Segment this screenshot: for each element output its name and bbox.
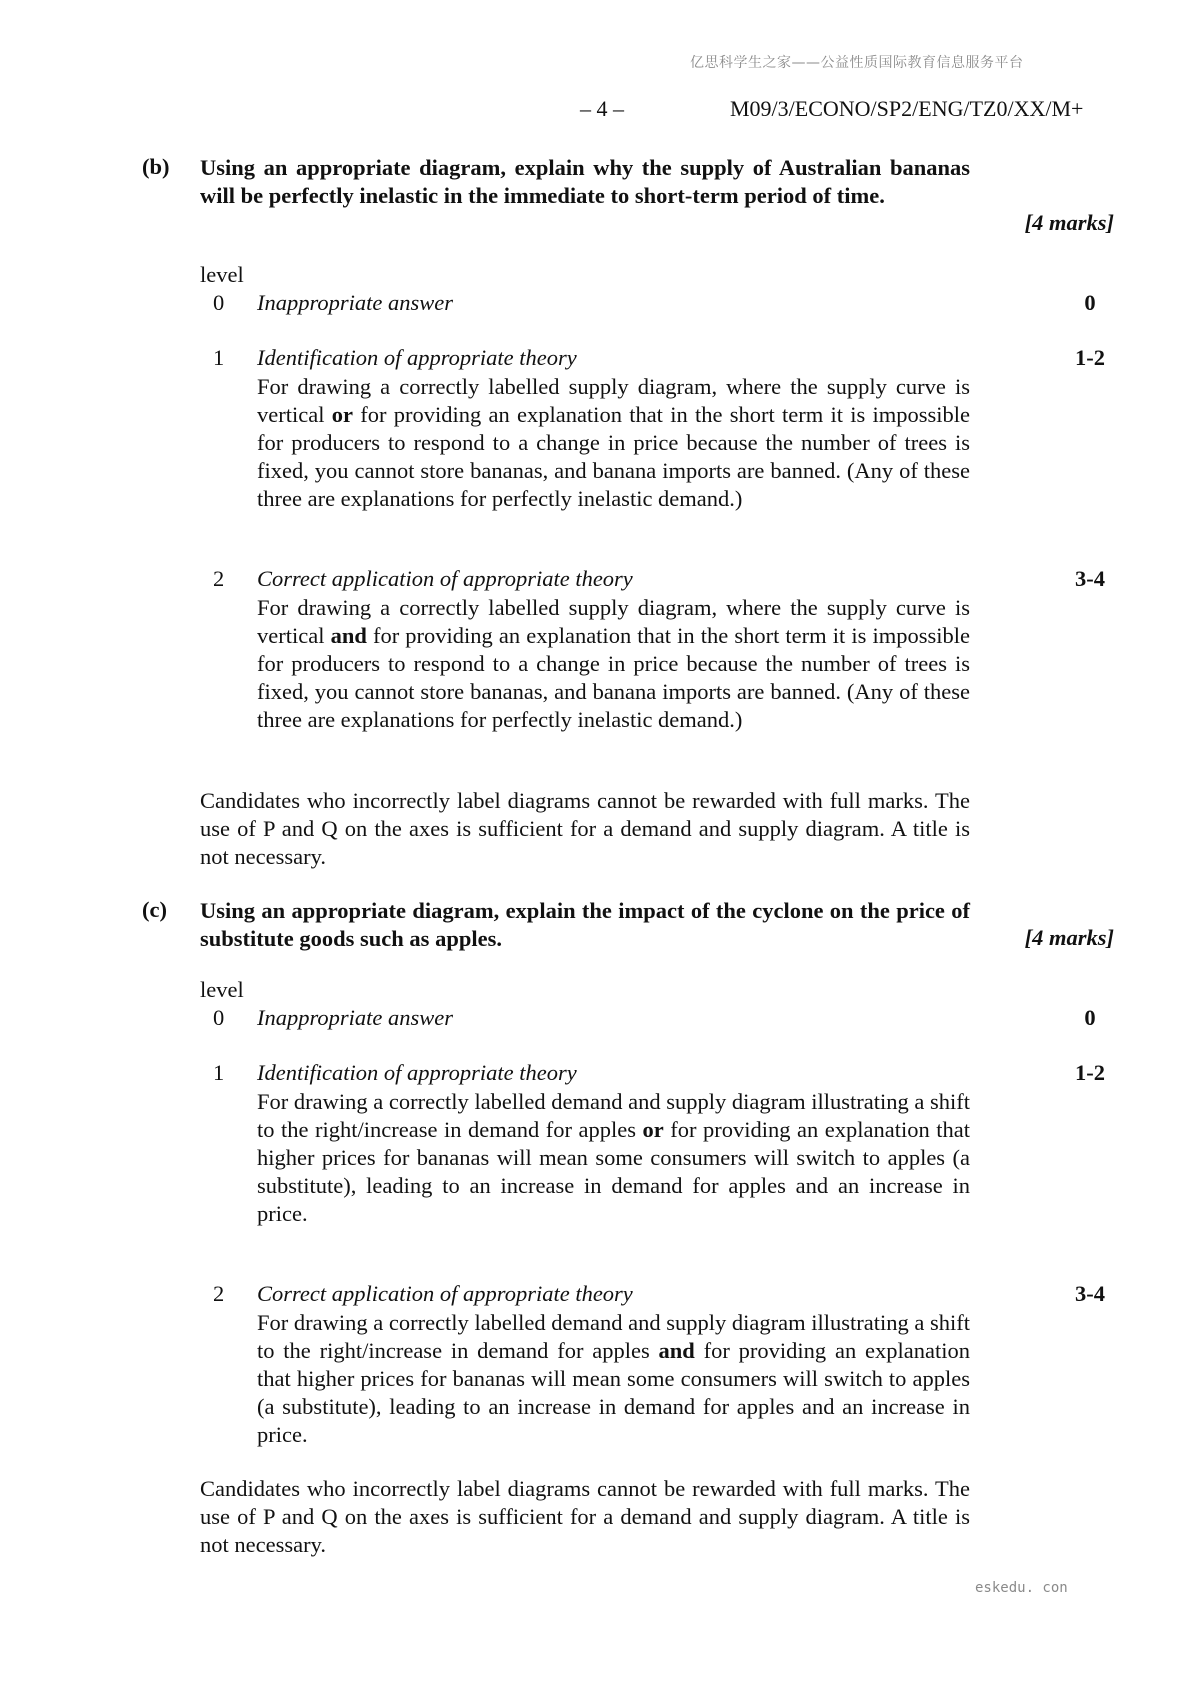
q-b-level-0-number: 0 [213,290,225,315]
q-b-level-2-connector: and [330,623,367,648]
q-c-level-2-connector: and [658,1338,695,1363]
question-c-text: Using an appropriate diagram, explain the impact of the cyclone on the price of substitute goods such as apples. [200,898,970,951]
q-b-level-2-description: For drawing a correctly labelled supply diagram, where the supply curve is vertical and for providing an explanation that in the short term it is impossible for producers to respond to a change in price because the number of trees is fixed, you cannot store bananas, and banana imports are banned. (Any of these three are explanations for perfectly inelastic demand.) [257,595,970,732]
question-b-note: Candidates who incorrectly label diagrams cannot be rewarded with full marks. The use of P and Q on the axes is sufficient for a demand and supply diagram. A title is not necessary. [200,788,970,869]
q-b-level-0-title: Inappropriate answer [257,290,454,315]
q-b-level-2-mark: 3-4 [1075,566,1105,591]
q-c-level-2-number: 2 [213,1281,225,1306]
q-c-level-2-title: Correct application of appropriate theory [257,1281,633,1306]
question-c-label: (c) [142,897,167,922]
q-c-level-0-number: 0 [213,1005,225,1030]
watermark-text: 亿思科学生之家——公益性质国际教育信息服务平台 [690,55,1024,71]
q-b-level-1-mark: 1-2 [1075,345,1105,370]
q-b-level-0-mark: 0 [1084,290,1096,315]
q-c-level-0-title: Inappropriate answer [257,1005,454,1030]
q-c-level-2-mark: 3-4 [1075,1281,1105,1306]
q-c-level-0-mark: 0 [1084,1005,1096,1030]
q-b-level-1-title: Identification of appropriate theory [257,345,577,370]
page-number: – 4 – [580,96,624,121]
question-b-text: Using an appropriate diagram, explain why the supply of Australian bananas will be perfectly inelastic in the immediate to short-term period of time. [200,155,970,208]
question-c-marks: [4 marks] [1024,925,1114,950]
document-code: M09/3/ECONO/SP2/ENG/TZ0/XX/M+ [730,96,1084,121]
question-b-label: (b) [142,154,170,179]
q-c-level-1-description: For drawing a correctly labelled demand and supply diagram illustrating a shift to the right/increase in demand for apples or for providing an explanation that higher prices for bananas will mean some consumers will switch to apples (a substitute), leading to an increase in demand for apples and an increase in price. [257,1089,971,1226]
q-b-level-2-number: 2 [213,566,225,591]
q-c-level-1-mark: 1-2 [1075,1060,1105,1085]
q-b-level-1-number: 1 [213,345,225,370]
q-b-level-1-description: For drawing a correctly labelled supply diagram, where the supply curve is vertical or for providing an explanation that in the short term it is impossible for producers to respond to a change in price because the number of trees is fixed, you cannot store bananas, and banana imports are banned. (Any of these three are explanations for perfectly inelastic demand.) [257,374,970,511]
q-b-level-2-title: Correct application of appropriate theory [257,566,633,591]
q-c-level-1-connector: or [642,1117,664,1142]
q-c-level-1-title: Identification of appropriate theory [257,1060,577,1085]
q-b-level-1-connector: or [331,402,353,427]
q-c-level-2-description: For drawing a correctly labelled demand and supply diagram illustrating a shift to the right/increase in demand for apples and for providing an explanation that higher prices for bananas will mean some consumers will switch to apples (a substitute), leading to an increase in demand for apples and an increase in price. [257,1310,970,1447]
q-c-level-1-number: 1 [213,1060,225,1085]
question-c-note: Candidates who incorrectly label diagrams cannot be rewarded with full marks. The use of P and Q on the axes is sufficient for a demand and supply diagram. A title is not necessary. [200,1476,970,1557]
question-b-level-heading: level [200,262,244,287]
question-b-marks: [4 marks] [1024,210,1114,235]
footer-site-mark: eskedu. con [975,1580,1068,1596]
question-c-level-heading: level [200,977,244,1002]
